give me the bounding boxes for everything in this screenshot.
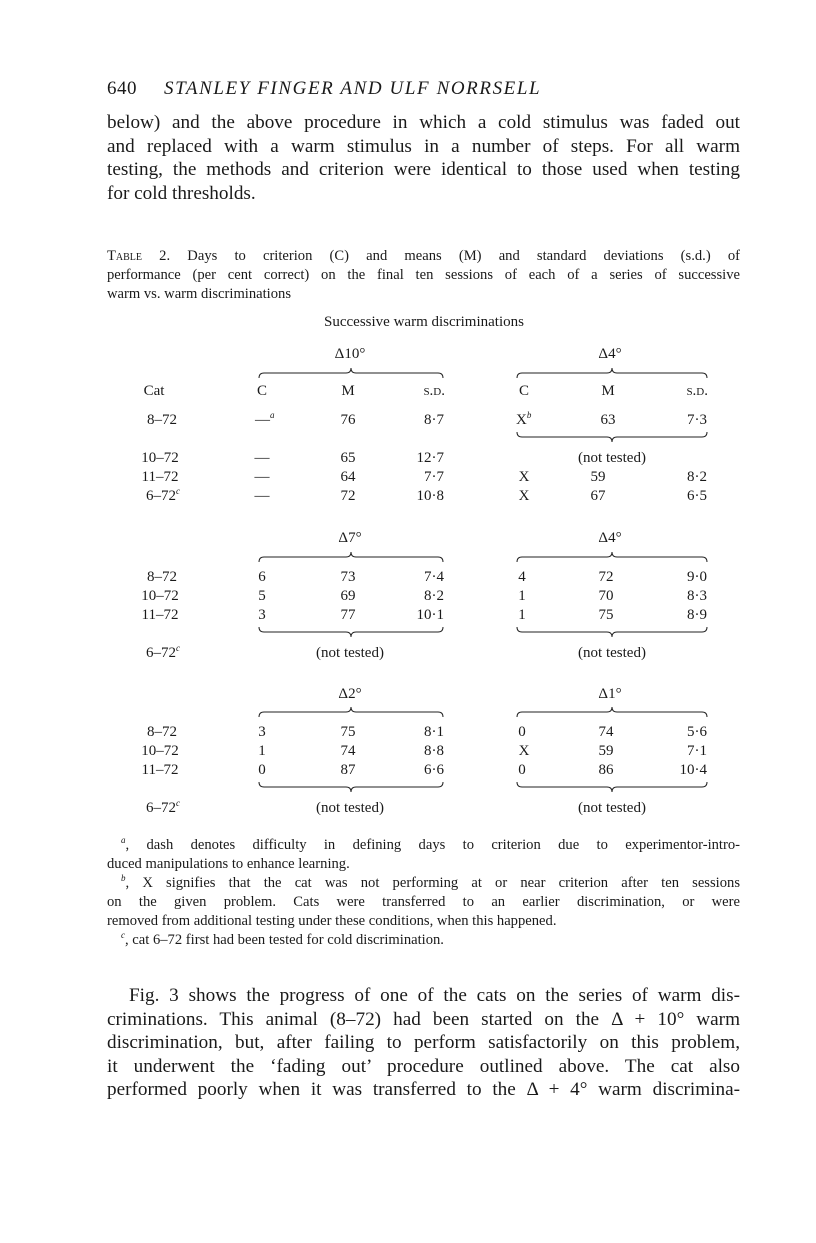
footnote-line: removed from additional testing under these conditions, when this happened.: [107, 913, 557, 929]
text-line: and replaced with a warm stimulus in a number of steps. For all warm: [107, 135, 740, 157]
sd-value: 8·9: [687, 607, 707, 623]
sd-value: 8·3: [687, 588, 707, 604]
not-tested-brace: [258, 780, 444, 794]
caption-line: warm vs. warm discriminations: [107, 286, 292, 302]
cat-label: 11–72: [141, 762, 179, 778]
sd-value: 8·1: [424, 724, 444, 740]
c-value: 0: [518, 762, 526, 778]
group-brace: [516, 705, 708, 719]
sd-value: 10·1: [416, 607, 444, 623]
cat-label: 6–72$^c$: [146, 643, 180, 661]
footnote-line: $^c$, cat 6–72 first had been tested for cold discrimination.: [121, 930, 444, 948]
c-value: 3: [258, 724, 266, 740]
m-value: 70: [598, 588, 614, 604]
sd-value: 10·4: [679, 762, 707, 778]
text-line: testing, the methods and criterion were identical to those used when testing: [107, 159, 740, 181]
c-value: —$^a$: [255, 410, 275, 428]
sd-value: 7·4: [424, 569, 444, 585]
m-value: 65: [340, 450, 356, 466]
c-value: 1: [258, 743, 266, 759]
footnote-line: on the given problem. Cats were transferred to an earlier discrimination, or were: [107, 894, 740, 910]
col-header-c: C: [256, 383, 268, 399]
m-value: 72: [598, 569, 614, 585]
c-value: X: [518, 469, 530, 485]
footnote-line: $^a$, dash denotes difficulty in defining days to criterion due to experimentor-intro-: [121, 835, 740, 853]
not-tested-label: (not tested): [316, 800, 384, 816]
cat-label: 6–72$^c$: [146, 798, 180, 816]
not-tested-label: (not tested): [578, 800, 646, 816]
group-brace: [516, 550, 708, 564]
group-brace: [516, 366, 708, 380]
c-value: 5: [258, 588, 266, 604]
sd-value: 8·2: [424, 588, 444, 604]
sd-value: 8·2: [687, 469, 707, 485]
m-value: 67: [590, 488, 606, 504]
text-line: below) and the above procedure in which a cold stimulus was faded out: [107, 112, 740, 133]
sd-value: 8·8: [424, 743, 444, 759]
c-value: —: [254, 469, 270, 485]
cat-label: 8–72: [147, 569, 177, 585]
cat-label: 11–72: [141, 607, 179, 623]
sd-value: 9·0: [687, 569, 707, 585]
sd-value: 8·7: [424, 412, 444, 428]
text-line: criminations. This animal (8–72) had been started on the Δ + 10° warm: [107, 1008, 740, 1030]
table-label: Table 2.: [107, 248, 171, 264]
m-value: 59: [598, 743, 614, 759]
c-value: 6: [258, 569, 266, 585]
col-header-m: M: [601, 383, 615, 399]
not-tested-label: (not tested): [578, 450, 646, 466]
c-value: 4: [518, 569, 526, 585]
text-line: it underwent the ‘fading out’ procedure outlined above. The cat also: [107, 1055, 740, 1077]
group-header: Δ4°: [598, 346, 622, 362]
m-value: 75: [598, 607, 614, 623]
group-brace: [258, 550, 444, 564]
cat-label: 6–72$^c$: [146, 486, 180, 504]
sd-value: 6·6: [424, 762, 444, 778]
m-value: 75: [340, 724, 356, 740]
fig-paragraph: [107, 984, 740, 1102]
c-value: 0: [518, 724, 526, 740]
c-value: 1: [518, 588, 526, 604]
not-tested-brace: [258, 625, 444, 639]
m-value: 74: [598, 724, 614, 740]
m-value: 69: [340, 588, 356, 604]
cat-label: 10–72: [141, 450, 179, 466]
author-names: STANLEY FINGER AND ULF NORRSELL: [164, 78, 542, 99]
table-footnotes: [107, 836, 740, 950]
m-value: 72: [340, 488, 356, 504]
m-value: 76: [340, 412, 356, 428]
page-number: 640: [107, 78, 137, 99]
not-tested-brace: [516, 430, 708, 444]
col-header-sd: s.d.: [423, 383, 445, 399]
footnote-line: duced manipulations to enhance learning.: [107, 856, 350, 872]
group-header: Δ7°: [338, 530, 362, 546]
text-line: for cold thresholds.: [107, 182, 256, 204]
table-caption: [107, 247, 740, 304]
m-value: 59: [590, 469, 606, 485]
col-header-cat: Cat: [143, 383, 165, 399]
group-header: Δ10°: [334, 346, 366, 362]
sd-value: 12·7: [416, 450, 444, 466]
not-tested-brace: [516, 625, 708, 639]
caption-line: Table 2. Days to criterion (C) and means (M) and standard deviations (s.d.) of: [107, 248, 740, 264]
m-value: 77: [340, 607, 356, 623]
col-header-sd: s.d.: [686, 383, 708, 399]
m-value: 74: [340, 743, 356, 759]
group-header: Δ2°: [338, 686, 362, 702]
group-brace: [258, 705, 444, 719]
sd-value: 7·1: [687, 743, 707, 759]
running-head: [107, 78, 541, 100]
table-title: Successive warm discriminations: [324, 314, 524, 330]
footnote-line: $^b$, X signifies that the cat was not performing at or near criterion after ten sessions: [121, 873, 740, 891]
caption-line: performance (per cent correct) on the final ten sessions of each of a series of successive: [107, 267, 740, 283]
not-tested-brace: [516, 780, 708, 794]
m-value: 63: [600, 412, 616, 428]
text-line: Fig. 3 shows the progress of one of the cats on the series of warm dis-: [129, 985, 740, 1006]
c-value: 1: [518, 607, 526, 623]
c-value: 0: [258, 762, 266, 778]
sd-value: 6·5: [687, 488, 707, 504]
m-value: 73: [340, 569, 356, 585]
sd-value: 10·8: [416, 488, 444, 504]
c-value: 3: [258, 607, 266, 623]
c-value: X: [518, 488, 530, 504]
cat-label: 8–72: [147, 412, 177, 428]
sd-value: 7·3: [687, 412, 707, 428]
c-value: —: [254, 450, 270, 466]
cat-label: 11–72: [141, 469, 179, 485]
group-header: Δ4°: [598, 530, 622, 546]
c-value: $X^b$: [516, 410, 532, 428]
m-value: 87: [340, 762, 356, 778]
text-line: discrimination, but, after failing to perform satisfactorily on this problem,: [107, 1032, 740, 1054]
cat-label: 10–72: [141, 588, 179, 604]
not-tested-label: (not tested): [316, 645, 384, 661]
c-value: —: [254, 488, 270, 504]
m-value: 86: [598, 762, 614, 778]
col-header-c: C: [518, 383, 530, 399]
sd-value: 7·7: [424, 469, 444, 485]
group-header: Δ1°: [598, 686, 622, 702]
m-value: 64: [340, 469, 356, 485]
sd-value: 5·6: [687, 724, 707, 740]
group-brace: [258, 366, 444, 380]
col-header-m: M: [341, 383, 355, 399]
text-line: performed poorly when it was transferred to the Δ + 4° warm discrimina-: [107, 1079, 740, 1101]
c-value: X: [518, 743, 530, 759]
intro-paragraph: [107, 111, 740, 205]
cat-label: 8–72: [147, 724, 177, 740]
not-tested-label: (not tested): [578, 645, 646, 661]
cat-label: 10–72: [141, 743, 179, 759]
